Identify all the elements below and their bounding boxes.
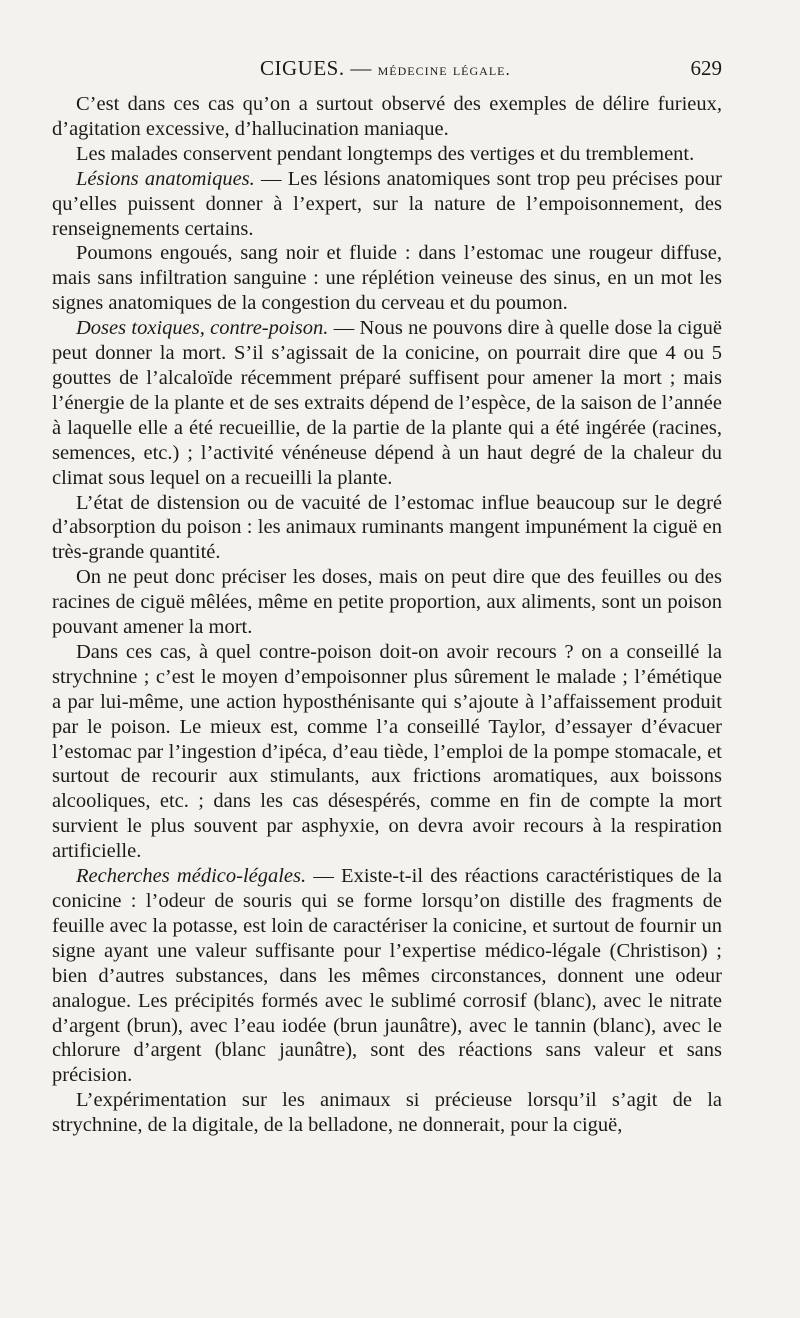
paragraph: Doses toxiques, contre-poison. — Nous ne pouvons dire à quelle dose la ciguë peut donner la mort. S’il s’agissait de la conicine, on pourrait dire que 4 ou 5 gouttes de l’alcaloïde récemment préparé suffisent pour amener la mort ; mais l’énergie de la plante et de ses extraits dépend de l’espèce, de la saison de l’année à laquelle elle a été recueillie, de la partie de la plante qui a été ingérée (racines, semences, etc.) ; l’activité vénéneuse dépend à un haut degré de la chaleur du climat sous lequel on a recueilli la plante. bbox=[52, 317, 722, 489]
paragraph: Dans ces cas, à quel contre-poison doit-on avoir recours ? on a conseillé la strychnine ; c’est le moyen d’empoisonner plus sûrement le malade ; l’émétique a par lui-même, une action hyposthénisante qui s’ajoute à l’affaissement produit par le poison. Le mieux est, comme l’a conseillé Taylor, d’essayer d’évacuer l’estomac par l’ingestion d’ipéca, d’eau tiède, l’emploi de la pompe stomacale, et surtout de recourir aux stimulants, aux frictions aromatiques, aux boissons alcooliques, etc. ; dans les cas désespérés, comme en fin de compte la mort survient le plus souvent par asphyxie, on devra avoir recours à la respiration artificielle. bbox=[52, 640, 722, 863]
section-heading: Lésions anatomiques. bbox=[76, 167, 255, 190]
running-header bbox=[50, 56, 722, 86]
section-heading: Recherches médico-légales. bbox=[76, 865, 307, 888]
title-main: CIGUES. bbox=[260, 56, 345, 80]
page-number: 629 bbox=[690, 56, 722, 80]
paragraph: Lésions anatomiques. — Les lésions anatomiques sont trop peu précises pour qu’elles puissent donner à l’expert, sur la nature de l’empoisonnement, des renseignements certains. bbox=[52, 167, 722, 240]
paragraph: L’état de distension ou de vacuité de l’estomac influe beaucoup sur le degré d’absorption du poison : les animaux ruminants mangent impunément la ciguë en très-grande quantité. bbox=[52, 491, 722, 564]
title-dash: — bbox=[350, 56, 372, 80]
paragraph: C’est dans ces cas qu’on a surtout observé des exemples de délire furieux, d’agitation excessive, d’hallucination maniaque. bbox=[52, 93, 722, 140]
paragraph: L’expérimentation sur les animaux si précieuse lorsqu’il s’agit de la strychnine, de la digitale, de la belladone, ne donnerait, pour la ciguë, bbox=[52, 1089, 722, 1137]
paragraph: Recherches médico-légales. — Existe-t-il des réactions caractéristiques de la conicine : l’odeur de souris qui se forme lorsqu’on distille des fragments de feuille avec la potasse, est loin de caractériser la conicine, et surtout de fournir un signe ayant une valeur suffisante pour l’expertise médico-légale (Christison) ; bien d’autres substances, dans les mêmes circonstances, donnent une odeur analogue. Les précipités formés avec le sublimé corrosif (blanc), avec le nitrate d’argent (brun), avec l’eau iodée (brun jaunâtre), avec le tannin (blanc), avec le chlorure d’argent (blanc jaunâtre), sont des réactions sans valeur et sans précision. bbox=[52, 865, 722, 1087]
paragraph: Poumons engoués, sang noir et fluide : dans l’estomac une rougeur diffuse, mais sans infiltration sanguine : une réplétion veineuse des sinus, en un mot les signes anatomiques de la congestion du cerveau et du poumon. bbox=[52, 242, 722, 315]
body-text bbox=[52, 92, 722, 1138]
section-heading: Doses toxiques, contre-poison. bbox=[76, 317, 329, 340]
title-sub: médecine légale. bbox=[377, 60, 511, 79]
paragraph: Les malades conservent pendant longtemps des vertiges et du tremblement. bbox=[76, 142, 695, 165]
running-title bbox=[260, 56, 511, 81]
paragraph: On ne peut donc préciser les doses, mais on peut dire que des feuilles ou des racines de ciguë mêlées, même en petite proportion, aux aliments, sont un poison pouvant amener la mort. bbox=[52, 566, 722, 639]
